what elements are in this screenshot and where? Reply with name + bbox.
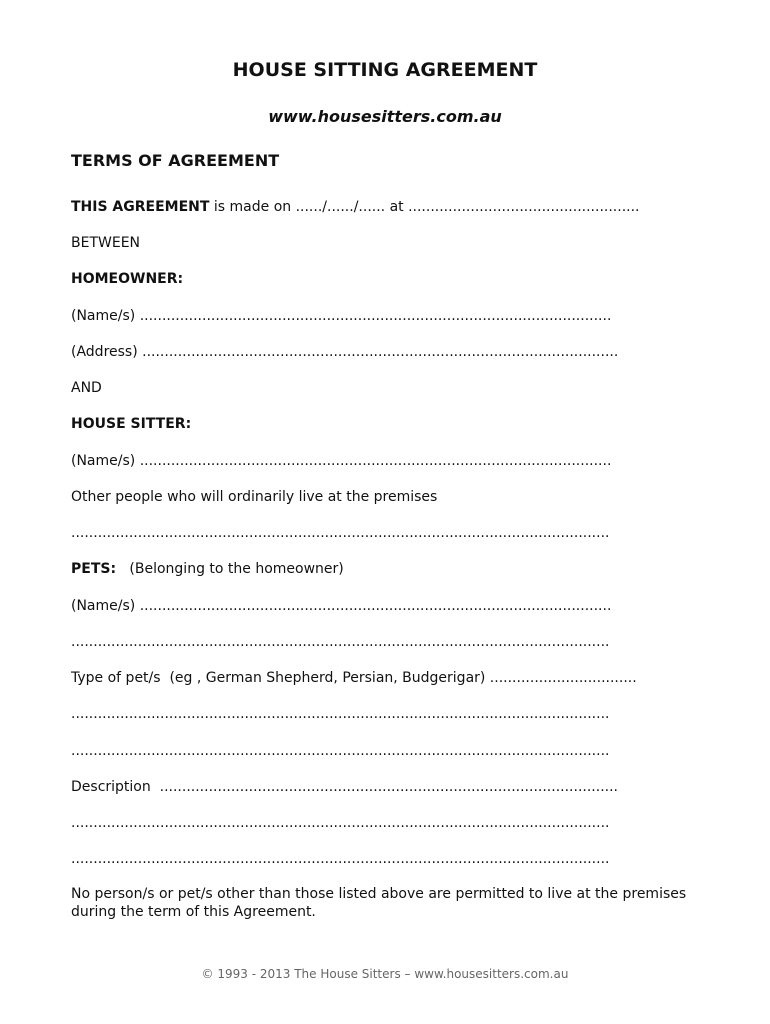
homeowner-names-field[interactable]: (Name/s) .......................................................................................................... [71,308,612,324]
pet-description-field-2[interactable]: ......................................................................................................................... [71,815,610,831]
agreement-date-field[interactable]: is made on ....../....../...... at .................................................... [209,199,640,215]
and-label: AND [71,380,102,396]
pet-type-field-2[interactable]: ......................................................................................................................... [71,706,610,722]
pet-names-field-2[interactable]: ......................................................................................................................... [71,634,610,650]
pets-heading: PETS: [71,561,117,577]
house-sitter-names-field[interactable]: (Name/s) .......................................................................................................... [71,453,612,469]
document-title: HOUSE SITTING AGREEMENT [232,59,538,81]
house-sitter-heading: HOUSE SITTER: [71,416,192,432]
notice-paragraph: No person/s or pet/s other than those listed above are permitted to live at the premises during the term of this Agreement. [71,886,687,920]
pets-heading-line [71,560,344,578]
homeowner-address-field[interactable]: (Address) ........................................................................................................... [71,344,619,360]
other-people-field[interactable]: ......................................................................................................................... [71,525,610,541]
section-heading: TERMS OF AGREEMENT [71,151,280,170]
pet-type-field[interactable]: Type of pet/s (eg , German Shepherd, Persian, Budgerigar) ................................. [71,670,637,686]
between-label: BETWEEN [71,235,141,251]
pets-subheading: (Belonging to the homeowner) [116,561,344,577]
pet-description-field-3[interactable]: ......................................................................................................................... [71,851,610,867]
website-url: www.housesitters.com.au [268,107,502,126]
pet-names-field[interactable]: (Name/s) .......................................................................................................... [71,598,612,614]
homeowner-heading: HOMEOWNER: [71,271,184,287]
agreement-date-line [71,198,640,216]
agreement-label: THIS AGREEMENT [71,199,210,215]
pet-type-field-3[interactable]: ......................................................................................................................... [71,743,610,759]
pet-description-field[interactable]: Description ....................................................................................................... [71,779,619,795]
other-people-label: Other people who will ordinarily live at the premises [71,489,438,505]
copyright-footer: © 1993 - 2013 The House Sitters – www.housesitters.com.au [201,967,569,981]
